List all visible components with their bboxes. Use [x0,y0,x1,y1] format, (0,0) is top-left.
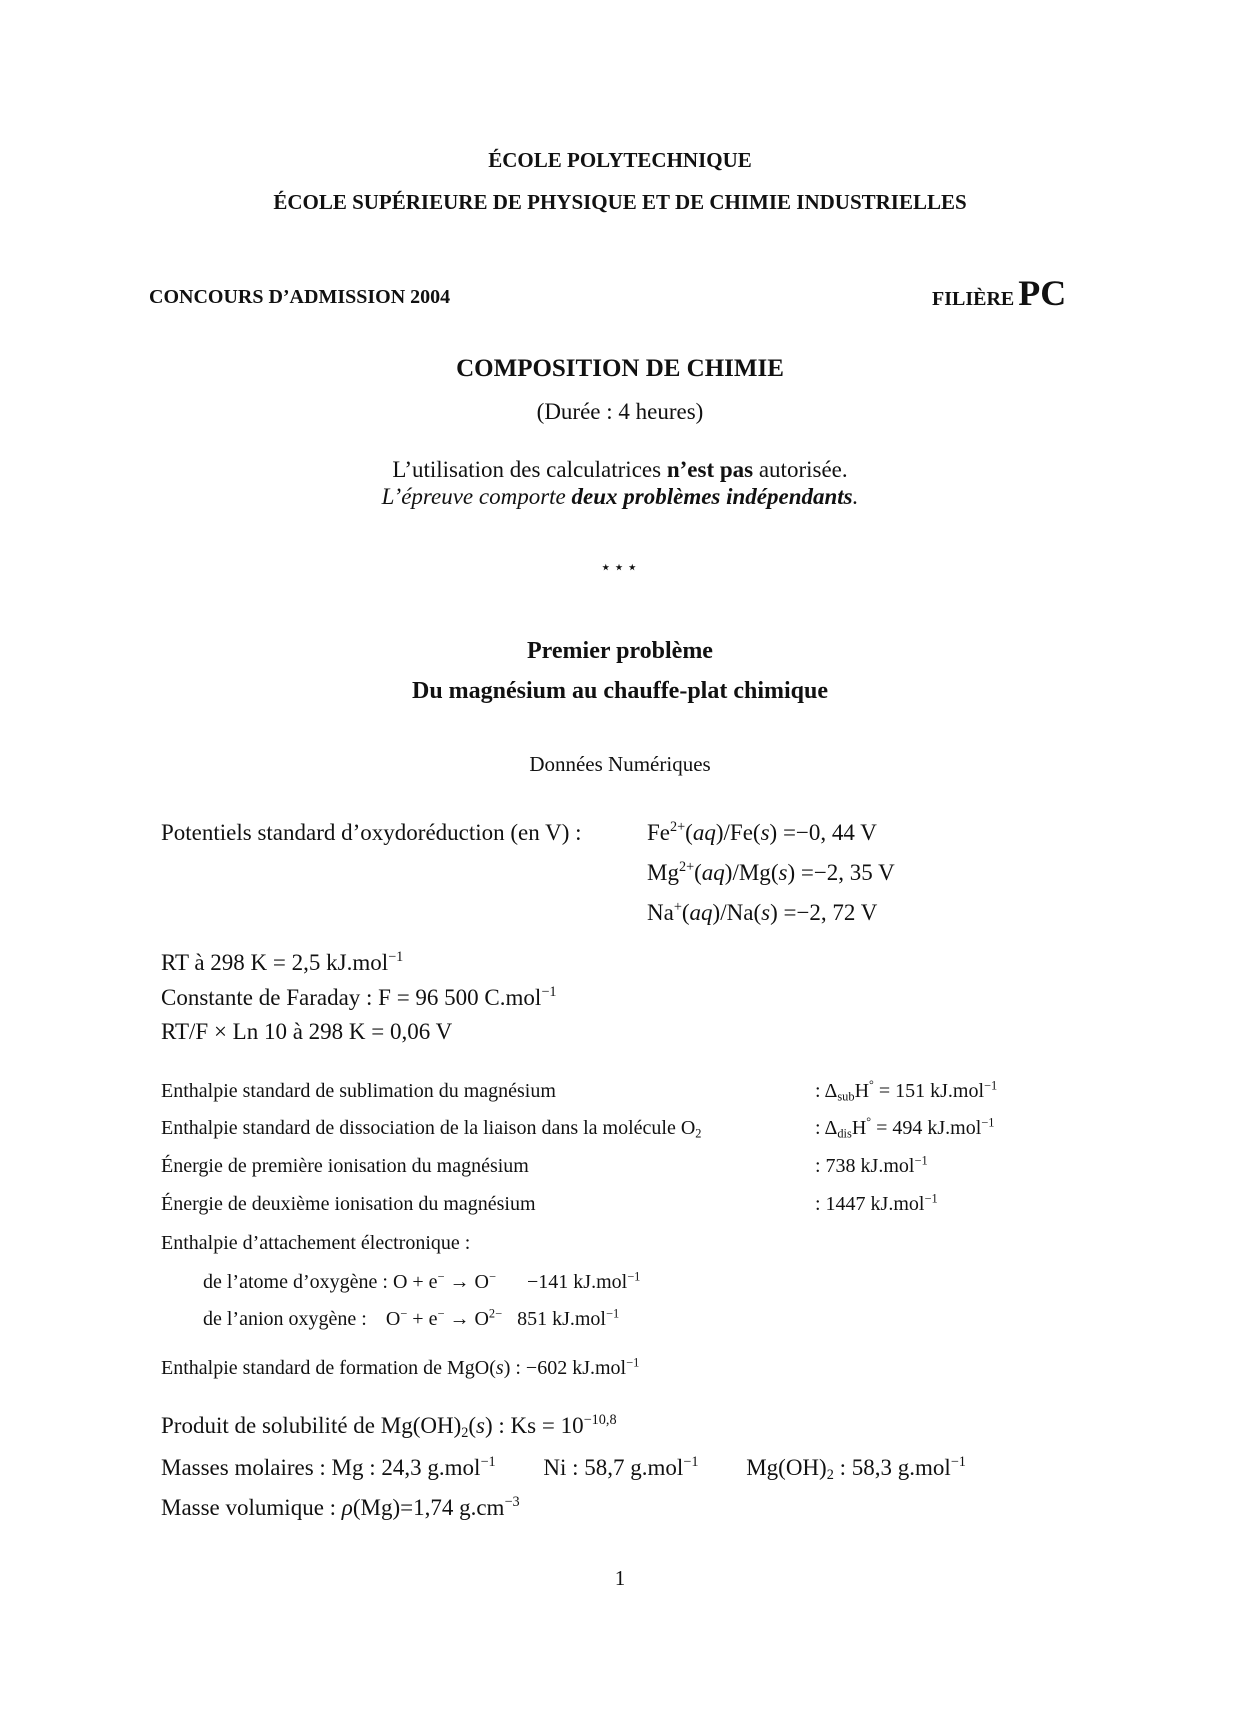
colon: : [815,1117,821,1139]
mg-value: =−2, 35 V [800,860,895,885]
masses-ni: Ni : 58,7 g.mol [543,1455,684,1480]
filiere-value: PC [1018,273,1067,313]
masses-ni-exp: −1 [683,1454,699,1471]
problem-subtitle: Du magnésium au chauffe-plat chimique [411,678,829,704]
ionisation1-label: Énergie de première ionisation du magnésium [161,1155,529,1177]
masses-mgoh: Mg(OH) [746,1455,827,1480]
epreuve-notice [0,484,1240,510]
ion1-exp: −1 [914,1153,928,1168]
dissociation-value [815,1114,995,1141]
calculator-notice [0,457,1240,483]
composition-title: COMPOSITION DE CHIMIE [456,355,784,382]
att1-eq: O + e [392,1271,438,1293]
sublimation-exp: −1 [984,1078,998,1093]
sub-label: sub [837,1089,855,1104]
sublimation-number: = 151 kJ.mol [878,1080,985,1102]
att1-label: de l’atome d’oxygène : [203,1271,388,1293]
dissociation-number: = 494 kJ.mol [876,1117,982,1139]
formation-exp: −1 [626,1355,640,1370]
school-name-1: ÉCOLE POLYTECHNIQUE [488,148,752,172]
ionisation2-value [815,1193,938,1216]
duration: (Durée : 4 heures) [536,399,704,424]
ks-s: s [476,1413,485,1438]
epreuve-pre: L’épreuve comporte [381,484,566,509]
dissociation-label [161,1117,702,1140]
density-pre: Masse volumique : [161,1495,337,1520]
att2-value: 851 kJ.mol [517,1308,606,1330]
attachment-label: Enthalpie d’attachement électronique : [161,1232,471,1254]
fe-charge: 2+ [670,819,686,836]
fe-metal: Fe [729,820,753,845]
solubility-product: Produit de solubilité de $Mg(OH)_2(s)$ : $Ks = 10^{-10,8}$ [161,1412,617,1441]
ionisation2-label: Énergie de deuxième ionisation du magnésium [161,1193,536,1215]
rt-text: RT à 298 K = 2,5 kJ.mol [161,950,389,975]
na-s: s [761,900,771,925]
stars-separator: ⋆⋆⋆ [600,557,640,577]
potential-na: Na+(aq)/Na(s) =−2, 72 V [647,899,878,925]
formation-enthalpy [161,1357,639,1380]
att1-value: −141 kJ.mol [527,1271,628,1293]
degree: ° [869,1077,874,1092]
faraday-exp: −1 [541,984,557,1001]
ion2-number: : 1447 kJ.mol [815,1193,925,1215]
dianion-charge: 2− [488,1306,503,1321]
att1-arrow: → O [444,1271,489,1293]
att2-arrow: → O [444,1308,489,1330]
na-aq: aq [689,900,713,925]
ionisation1-value [815,1155,928,1178]
masses-mgoh-sub: 2 [826,1466,834,1483]
att1-exp: −1 [627,1269,641,1284]
school-name-2: ÉCOLE SUPÉRIEURE DE PHYSIQUE ET DE CHIMIE INDUSTRIELLES [273,190,967,214]
rho-symbol: ρ [341,1495,353,1520]
data-heading: Données Numériques [529,752,711,776]
fe-aq: aq [692,820,716,845]
masses-mg-exp: −1 [480,1454,496,1471]
fe-ion: Fe [647,820,670,845]
ks-post: ) : Ks = 10 [485,1413,584,1438]
sublimation-value [815,1077,998,1104]
masses-mgoh-exp: −1 [950,1454,966,1471]
dissociation-text: Enthalpie standard de dissociation de la liaison dans la molécule O [161,1117,696,1139]
problem-title: Premier problème [527,638,713,664]
att2-label: de l’anion oxygène : [203,1308,367,1330]
formation-s: s [495,1357,504,1379]
mg-aq: aq [701,860,725,885]
epreuve-bold: deux problèmes indépendants [571,484,853,509]
delta: Δ [824,1117,838,1139]
page-number: 1 [614,1566,626,1590]
delta: Δ [824,1080,838,1102]
dis-label: dis [837,1126,852,1141]
na-value: =−2, 72 V [783,900,878,925]
ion-charge: − [489,1269,496,1284]
masses-mg: Masses molaires : Mg : 24,3 g.mol [161,1455,481,1480]
potentials-label: Potentiels standard d’oxydoréduction (en V) : [161,820,582,845]
faraday-text: Constante de Faraday : F = 96 500 C.mol [161,985,542,1010]
att2-eq: O [385,1308,401,1330]
ion2-exp: −1 [924,1191,938,1206]
density-post: (Mg)=1,74 g.cm [352,1495,505,1520]
att2-exp: −1 [606,1306,620,1321]
sublimation-label: Enthalpie standard de sublimation du magnésium [161,1080,556,1102]
o2-sub: 2 [695,1126,702,1141]
na-charge: + [673,899,682,916]
density-exp: −3 [504,1494,520,1511]
att2-eq2: + e [407,1308,438,1330]
rtf-constant: RT/F × Ln 10 à 298 K = 0,06 V [161,1019,453,1044]
h-symbol: H [851,1117,867,1139]
na-metal: Na [726,900,754,925]
calc-post: autorisée. [758,457,848,482]
dissociation-exp: −1 [981,1115,995,1130]
concours-label: CONCOURS D’ADMISSION 2004 [149,286,451,308]
calc-bold: n’est pas [666,457,754,482]
colon: : [815,1080,821,1102]
filiere [932,272,1066,314]
potential-fe: $Fe^{2+}(aq)/Fe(s) =-0$, 44 V [647,819,877,845]
filiere-label: FILIÈRE [932,288,1015,310]
molar-masses [161,1455,966,1481]
mg-s: s [778,860,788,885]
ks-pre: Produit de solubilité de Mg(OH) [161,1413,462,1438]
epreuve-post: . [852,484,859,509]
formation-pre: Enthalpie standard de formation de MgO( [161,1357,496,1379]
electron-charge: − [437,1269,445,1284]
formation-post: ) : −602 kJ.mol [503,1357,627,1379]
potential-mg: $Mg^{2+}(aq)/Mg(s) =-2$, 35 V [647,859,895,885]
fe-value: =−0, 44 V [782,820,877,845]
mg-ion: Mg [647,860,679,885]
attachment-oxygen-atom [203,1271,640,1294]
mg-metal: Mg [738,860,771,885]
faraday-constant [161,985,556,1011]
density [161,1495,520,1521]
calc-pre: L’utilisation des calculatrices [392,457,662,482]
electron-charge: − [437,1306,445,1321]
rt-constant [161,950,403,976]
attachment-oxygen-anion [203,1308,619,1331]
h-symbol: H [854,1080,870,1102]
masses-mgoh-value: : 58,3 g.mol [833,1455,951,1480]
degree: ° [866,1114,872,1129]
ks-exp: −10,8 [583,1412,617,1429]
fe-s: s [760,820,770,845]
ion1-number: : 738 kJ.mol [815,1155,915,1177]
rt-exp: −1 [388,949,404,966]
ks-sub: 2 [461,1424,469,1441]
anion-charge: − [400,1306,408,1321]
mg-charge: 2+ [678,859,695,876]
na-ion: Na [647,900,674,925]
